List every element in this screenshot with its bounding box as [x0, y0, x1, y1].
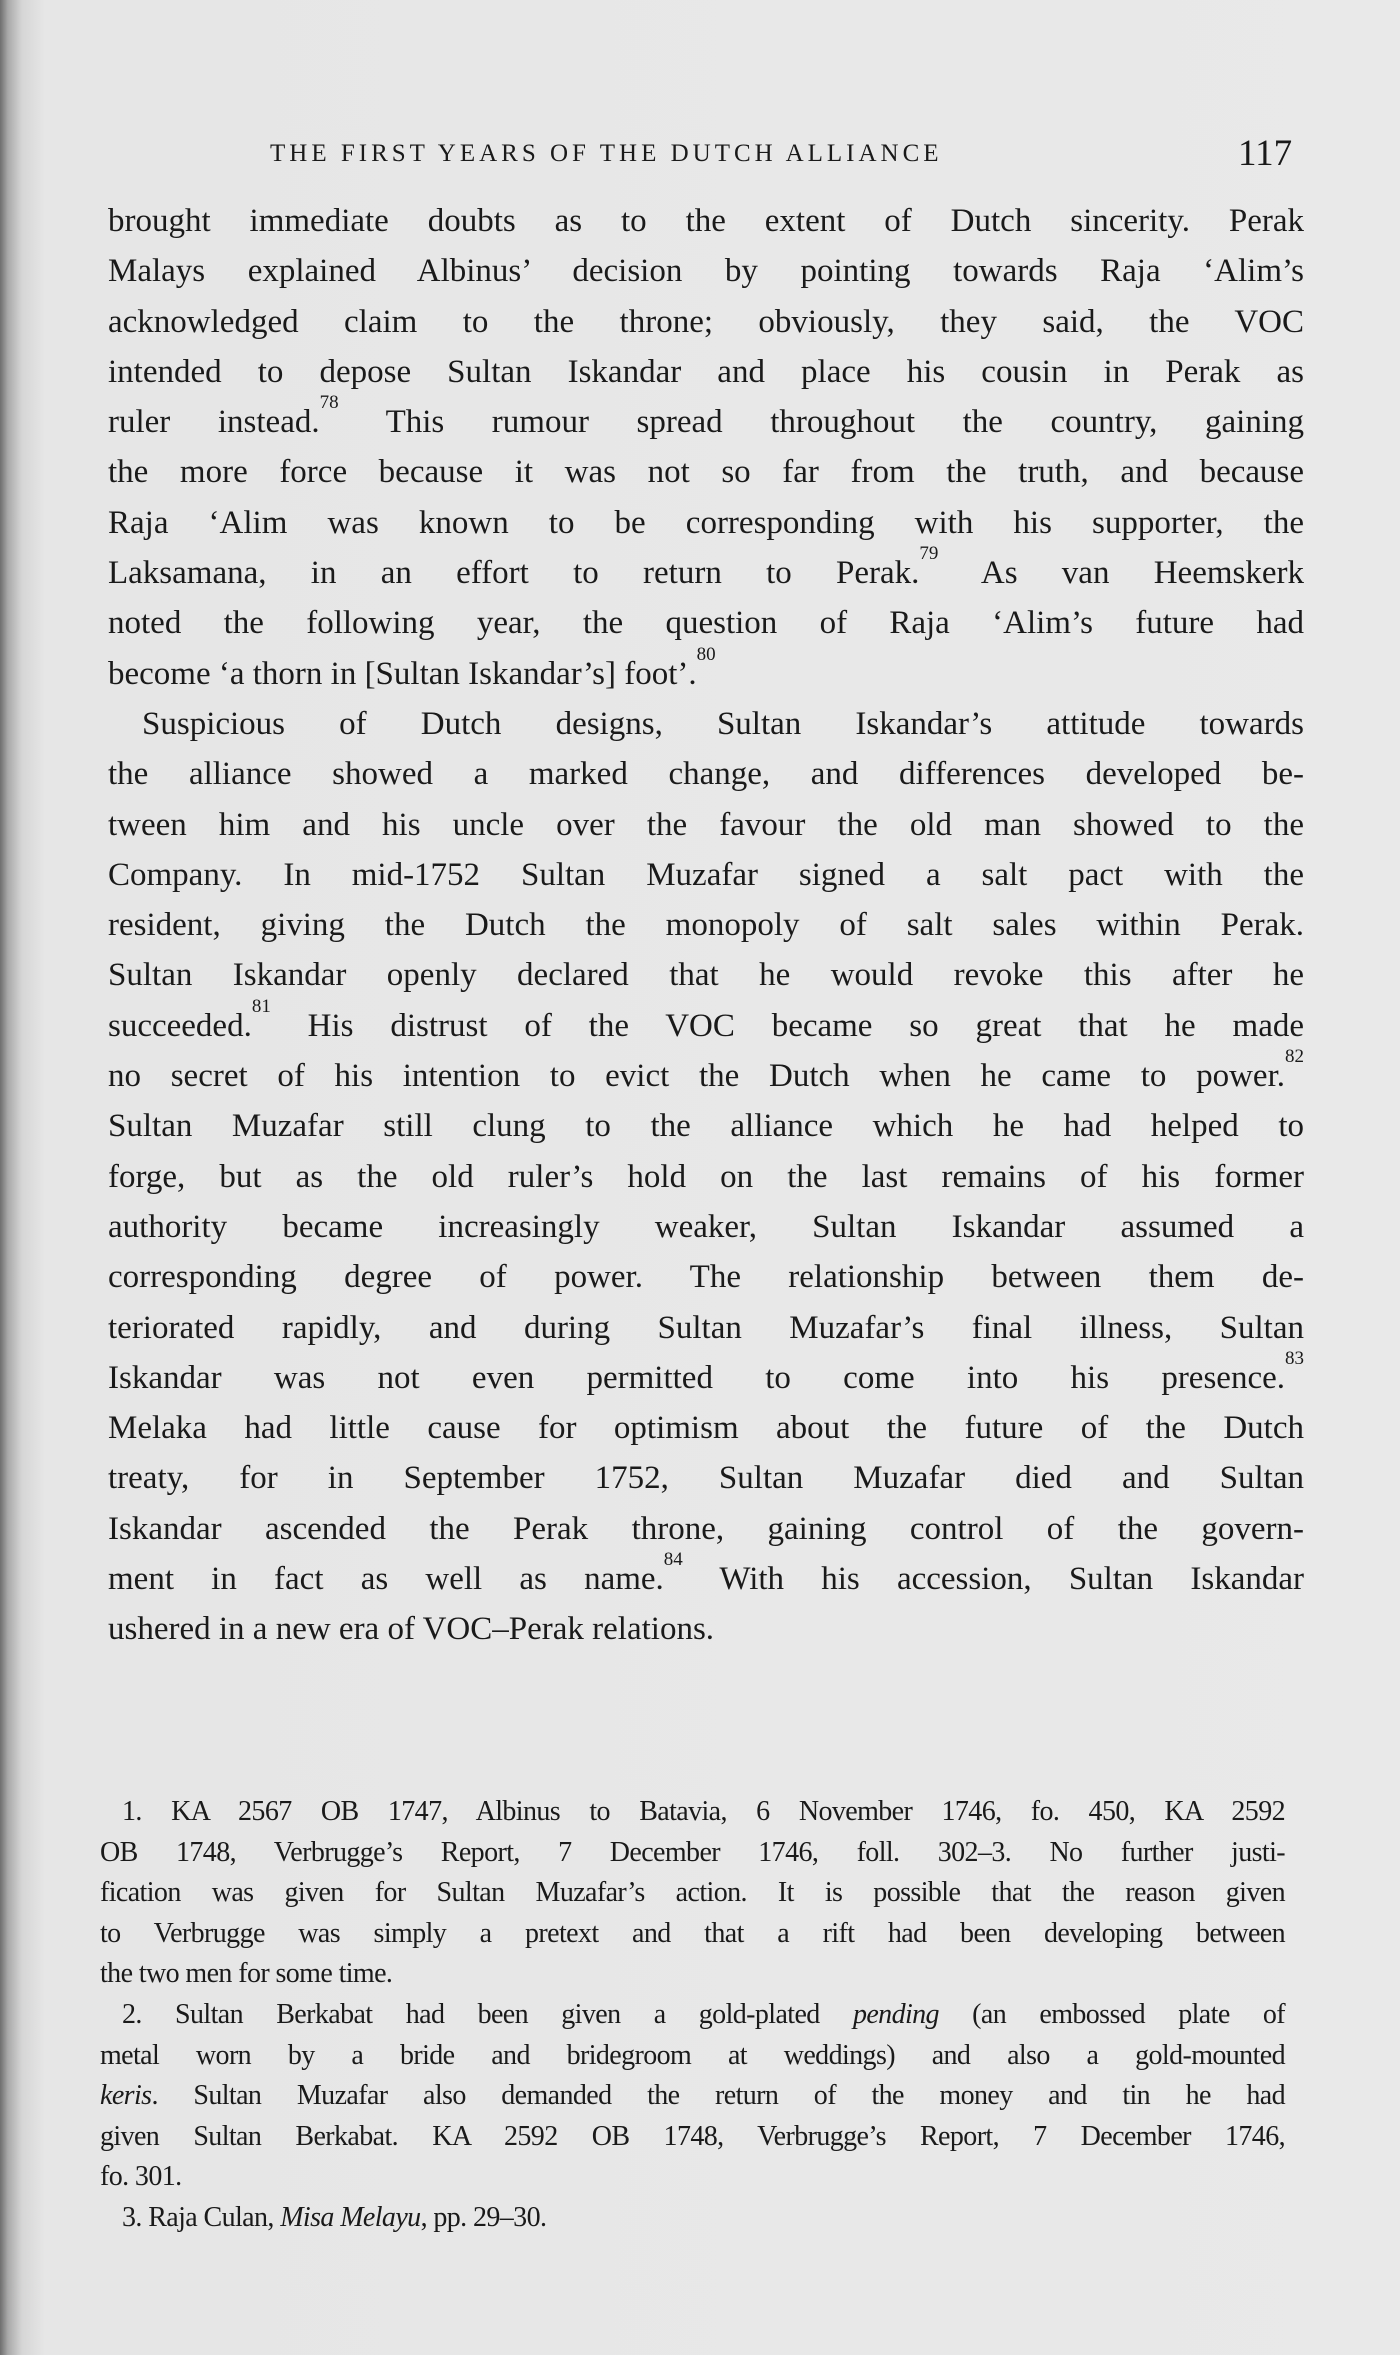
footnote-ref: 83 — [1285, 1347, 1304, 1369]
text-run: the alliance showed a marked change, and differences developed be- — [108, 756, 1304, 793]
text-run: treaty, for in September 1752, Sultan Muzafar died and Sultan — [108, 1460, 1304, 1497]
footnote-ref: 79 — [919, 543, 939, 565]
running-header: THE FIRST YEARS OF THE DUTCH ALLIANCE — [270, 140, 943, 167]
body-line — [108, 699, 1304, 749]
text-run: Malays explained Albinus’ decision by pointing towards Raja ‘Alim’s — [108, 253, 1304, 290]
text-run: noted the following year, the question of Raja ‘Alim’s future had — [108, 605, 1304, 642]
body-line — [108, 1303, 1304, 1353]
body-line — [108, 1453, 1304, 1503]
text-run: the two men for some time. — [100, 1958, 393, 1990]
footnote-line — [100, 1792, 1285, 1833]
body-line — [108, 850, 1304, 900]
body-line — [108, 800, 1304, 850]
footnote-line — [100, 1995, 1285, 2036]
text-run: ment in fact as well as name. — [108, 1561, 664, 1598]
footnote-line — [100, 2117, 1285, 2158]
body-line — [108, 995, 1304, 1051]
body-line — [108, 196, 1304, 246]
body-line — [108, 297, 1304, 347]
text-run: 3. Raja Culan, — [122, 2201, 281, 2233]
text-run: OB 1748, Verbrugge’s Report, 7 December 1746, foll. 302–3. No further justi- — [100, 1836, 1285, 1868]
text-run: resident, giving the Dutch the monopoly of salt sales within Perak. — [108, 907, 1304, 944]
body-line — [108, 950, 1304, 1000]
body-line — [108, 1252, 1304, 1302]
italic-text: Misa Melayu — [280, 2201, 421, 2233]
text-run: given Sultan Berkabat. KA 2592 OB 1748, Verbrugge’s Report, 7 December 1746, — [100, 2120, 1285, 2152]
footnote-line — [100, 1954, 1285, 1995]
text-run: Suspicious of Dutch designs, Sultan Iskandar’s attitude towards — [142, 705, 1304, 742]
text-run: teriorated rapidly, and during Sultan Muzafar’s final illness, Sultan — [108, 1309, 1304, 1346]
footnote-ref: 84 — [663, 1549, 683, 1571]
footnote-ref: 81 — [251, 995, 271, 1017]
text-run: succeeded. — [108, 1007, 252, 1044]
text-run: acknowledged claim to the throne; obviously, they said, the VOC — [108, 303, 1304, 340]
text-run: to Verbrugge was simply a pretext and that a rift had been developing between — [100, 1917, 1285, 1949]
page-number: 117 — [1238, 133, 1293, 174]
text-run: the more force because it was not so far from the truth, and because — [108, 454, 1304, 491]
footnote-line — [100, 1833, 1285, 1874]
body-line — [108, 1549, 1304, 1604]
text-run: tween him and his uncle over the favour the old man showed to the — [108, 806, 1304, 843]
text-run: This rumour spread throughout the country, gaining — [338, 404, 1304, 441]
text-run: His distrust of the VOC became so great that he made — [270, 1007, 1304, 1044]
text-run: intended to depose Sultan Iskandar and place his cousin in Perak as — [108, 353, 1304, 390]
text-run: fo. 301. — [100, 2161, 182, 2193]
text-run: Melaka had little cause for optimism about the future of the Dutch — [108, 1410, 1304, 1447]
text-run: , pp. 29–30. — [420, 2201, 547, 2233]
footnotes — [100, 1792, 1285, 2239]
body-line — [108, 900, 1304, 950]
text-run: Sultan Iskandar openly declared that he would revoke this after he — [108, 957, 1304, 994]
text-run: Raja ‘Alim was known to be corresponding with his supporter, the — [108, 504, 1304, 541]
text-run: forge, but as the old ruler’s hold on the last remains of his former — [108, 1158, 1304, 1195]
body-line — [108, 392, 1304, 447]
text-run: 2. Sultan Berkabat had been given a gold-plated — [122, 1998, 853, 2030]
body-line — [108, 598, 1304, 648]
text-run: (an embossed plate of — [938, 1998, 1286, 2030]
text-run: ushered in a new era of VOC–Perak relations. — [108, 1611, 715, 1648]
text-run: brought immediate doubts as to the extent of Dutch sincerity. Perak — [108, 203, 1304, 239]
text-run: Iskandar was not even permitted to come into his presence. — [108, 1359, 1285, 1396]
italic-text: pending — [852, 1998, 939, 2030]
text-run: fication was given for Sultan Muzafar’s action. It is possible that the reason given — [100, 1877, 1285, 1909]
text-run: 1. KA 2567 OB 1747, Albinus to Batavia, 6 November 1746, fo. 450, KA 2592 — [122, 1796, 1285, 1827]
text-run: . Sultan Muzafar also demanded the return of the money and tin he had — [151, 2080, 1285, 2112]
text-run: authority became increasingly weaker, Sultan Iskandar assumed a — [108, 1208, 1304, 1245]
text-run: Company. In mid-1752 Sultan Muzafar signed a salt pact with the — [108, 856, 1304, 893]
body-line — [108, 1504, 1304, 1554]
footnote-line — [100, 2157, 1285, 2198]
body-line — [108, 1152, 1304, 1202]
text-run: Laksamana, in an effort to return to Perak. — [108, 555, 920, 592]
footnote-line — [100, 2198, 1285, 2239]
body-line — [108, 1347, 1304, 1403]
body-line — [108, 246, 1304, 296]
body-line — [108, 1202, 1304, 1252]
footnote-line — [100, 2036, 1285, 2077]
footnote-line — [100, 1914, 1285, 1955]
body-line — [108, 543, 1305, 598]
body-line — [108, 1403, 1304, 1453]
footnote-ref: 78 — [319, 392, 339, 414]
footnote-line — [100, 1873, 1285, 1914]
body-text — [108, 196, 1304, 1655]
text-run: no secret of his intention to evict the Dutch when he came to power. — [108, 1058, 1285, 1095]
text-run: corresponding degree of power. The relationship between them de- — [108, 1259, 1304, 1296]
body-line — [108, 498, 1304, 548]
footnote-line — [100, 2076, 1285, 2117]
text-run: Sultan Muzafar still clung to the alliance which he had helped to — [108, 1108, 1304, 1145]
body-line — [108, 1046, 1304, 1101]
text-run: Iskandar ascended the Perak throne, gaining control of the govern- — [108, 1510, 1304, 1547]
text-run: ruler instead. — [108, 404, 320, 441]
body-line — [108, 643, 1304, 699]
text-run: As van Heemskerk — [938, 555, 1305, 592]
text-run: With his accession, Sultan Iskandar — [682, 1561, 1304, 1598]
body-line — [108, 1101, 1304, 1151]
body-line — [108, 1604, 1304, 1654]
footnote-ref: 82 — [1285, 1046, 1304, 1068]
italic-text: keris — [100, 2080, 152, 2112]
body-line — [108, 749, 1304, 799]
body-line — [108, 347, 1304, 397]
text-run: become ‘a thorn in [Sultan Iskandar’s] foot’. — [108, 655, 697, 692]
footnote-ref: 80 — [696, 643, 716, 665]
text-run: metal worn by a bride and bridegroom at weddings) and also a gold-mounted — [100, 2039, 1285, 2071]
body-line — [108, 447, 1304, 497]
